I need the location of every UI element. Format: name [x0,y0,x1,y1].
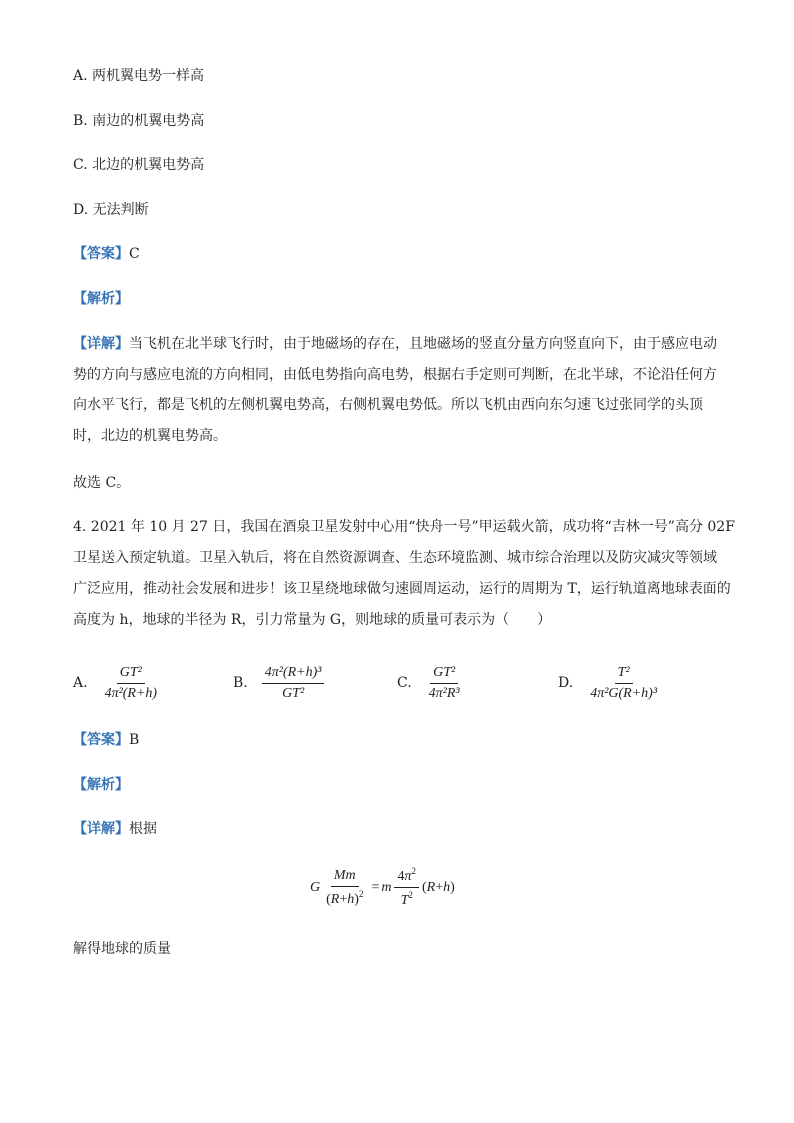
q4-stem-line-1: 4. 2021 年 10 月 27 日，我国在酒泉卫星发射中心用“快舟一号”甲运载火箭，成功将“吉林一号”高分 02F [73,519,735,535]
q3-answer [73,244,140,264]
fraction-denominator: 4π²R³ [428,685,460,701]
detail-tag: 【详解】 [73,336,129,352]
answer-value: B [129,732,140,748]
equation-numerator: Mm [331,868,359,887]
option-text: 北边的机翼电势高 [92,157,205,173]
equation-equals: = [371,879,380,895]
detail-text: 当飞机在北半球飞行时，由于地磁场的存在，且地磁场的竖直分量方向竖直向下，由于感应电动势的方向与感应电流的方向相同，由低电势指向高电势，根据右手定则可判断，在北半球，不论沿任何方向水平飞行，都是飞机的左侧机翼电势高，右侧机翼电势低。所以飞机由西向东匀速飞过张同学的头顶时，北边的机翼电势高。 [73,336,717,445]
option-label: B. [233,675,248,691]
q4-stem-line-2: 卫星送入预定轨道。卫星入轨后，将在自然资源调查、生态环境监测、城市综合治理以及防灾减灾等领域 [73,550,717,566]
q4-detail [73,819,157,839]
q4-stem-line-4: 高度为 h，地球的半径为 R，引力常量为 G，则地球的质量可表示为（ ） [73,612,552,628]
option-label: B. [73,113,88,129]
q4-option-b [233,660,324,706]
answer-value: C [129,246,140,262]
answer-tag: 【答案】 [73,732,129,748]
option-label: A. [73,68,88,84]
q4-result: 解得地球的质量 [73,941,171,957]
q4-option-c [397,660,463,706]
fraction-denominator: GT² [282,685,305,701]
q3-option-c [73,155,204,175]
option-fraction [262,665,325,702]
equation-m: m [381,879,392,895]
q4-option-a [73,660,160,706]
analysis-tag: 【解析】 [73,291,129,307]
option-label: D. [558,675,574,691]
fraction-numerator: 4π²(R+h)³ [262,665,325,684]
option-label: D. [73,202,89,218]
q4-option-d [558,660,660,706]
equation-g: G [310,879,321,895]
option-label: C. [73,157,88,173]
q3-option-b [73,111,204,131]
q3-analysis-heading [73,289,129,309]
option-fraction [102,665,161,702]
fraction-denominator: 4π²(R+h) [104,685,158,701]
option-fraction [426,665,463,702]
fraction-numerator: GT² [117,665,145,684]
fraction-numerator: T² [615,665,633,684]
q3-option-a [73,66,204,86]
fraction-denominator: 4π²G(R+h)³ [590,685,658,701]
analysis-tag: 【解析】 [73,777,129,793]
q3-conclusion: 故选 C。 [73,475,131,491]
q4-analysis-heading [73,775,129,795]
option-text: 无法判断 [92,202,149,218]
q4-stem-line-3: 广泛应用，推动社会发展和进步！该卫星绕地球做匀速圆周运动，运行的周期为 T，运行轨道离地球表面的 [73,581,731,597]
equation-fraction-right [394,866,419,909]
answer-tag: 【答案】 [73,246,129,262]
equation-tail: (R+h) [421,879,455,895]
q3-option-d [73,200,149,220]
gravity-equation [310,866,455,909]
option-fraction [587,665,660,702]
equation-denominator: $T^2$ [400,890,413,908]
option-text: 南边的机翼电势高 [92,113,205,129]
equation-fraction-left [323,868,366,908]
equation-denominator: $(R+h)^2$ [326,888,364,907]
q3-detail [73,329,723,452]
detail-text: 根据 [129,821,157,837]
option-label: A. [73,675,88,691]
detail-tag: 【详解】 [73,821,129,837]
option-label: C. [397,675,412,691]
fraction-numerator: GT² [430,665,458,684]
option-text: 两机翼电势一样高 [92,68,205,84]
q4-answer [73,730,139,750]
equation-numerator: $4\pi^2$ [394,866,419,888]
